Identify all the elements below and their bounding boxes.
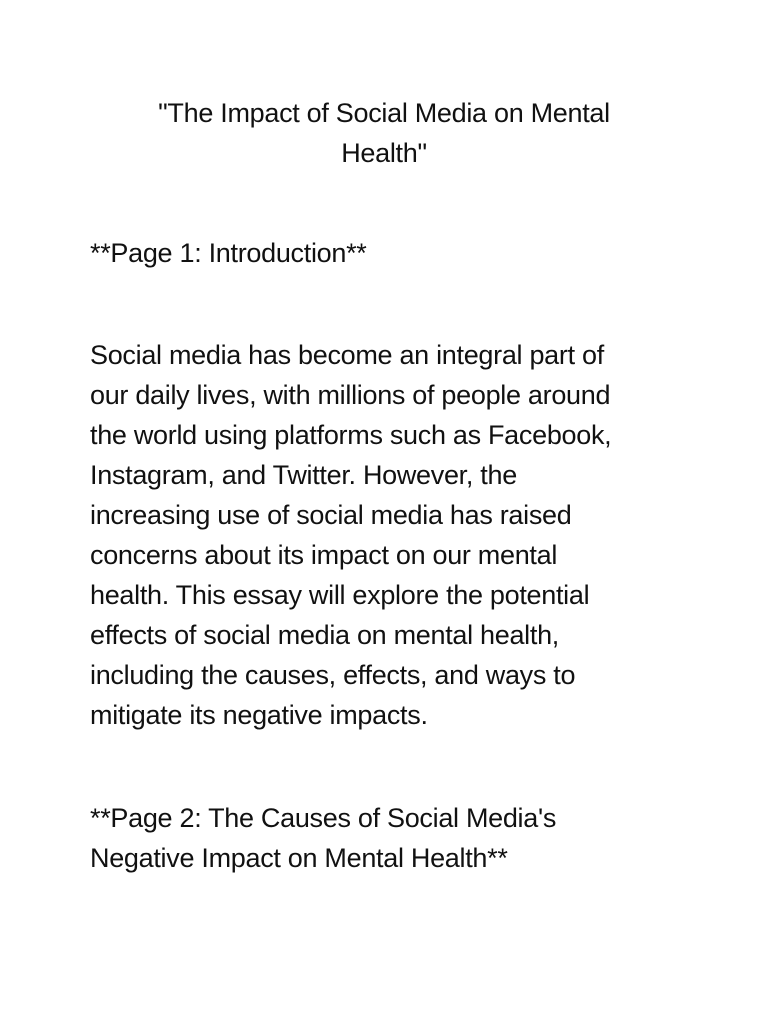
paragraph-line: our daily lives, with millions of people around — [90, 380, 611, 410]
document-title — [90, 93, 678, 173]
title-line-1: "The Impact of Social Media on Mental — [158, 98, 610, 128]
paragraph-line: mitigate its negative impacts. — [90, 700, 428, 730]
paragraph-line: Social media has become an integral part of — [90, 340, 604, 370]
paragraph-line: effects of social media on mental health, — [90, 620, 559, 650]
heading-line-2: Negative Impact on Mental Health** — [90, 843, 508, 873]
heading-line-1: **Page 2: The Causes of Social Media's — [90, 803, 557, 833]
title-line-2: Health" — [341, 138, 427, 168]
paragraph-line: the world using platforms such as Facebook, — [90, 420, 612, 450]
introduction-paragraph — [90, 335, 690, 735]
section-heading-causes — [90, 798, 690, 878]
paragraph-line: increasing use of social media has raised — [90, 500, 572, 530]
paragraph-line: including the causes, effects, and ways to — [90, 660, 576, 690]
paragraph-line: health. This essay will explore the potential — [90, 580, 590, 610]
section-heading-introduction: **Page 1: Introduction** — [90, 238, 367, 268]
paragraph-line: Instagram, and Twitter. However, the — [90, 460, 517, 490]
paragraph-line: concerns about its impact on our mental — [90, 540, 558, 570]
